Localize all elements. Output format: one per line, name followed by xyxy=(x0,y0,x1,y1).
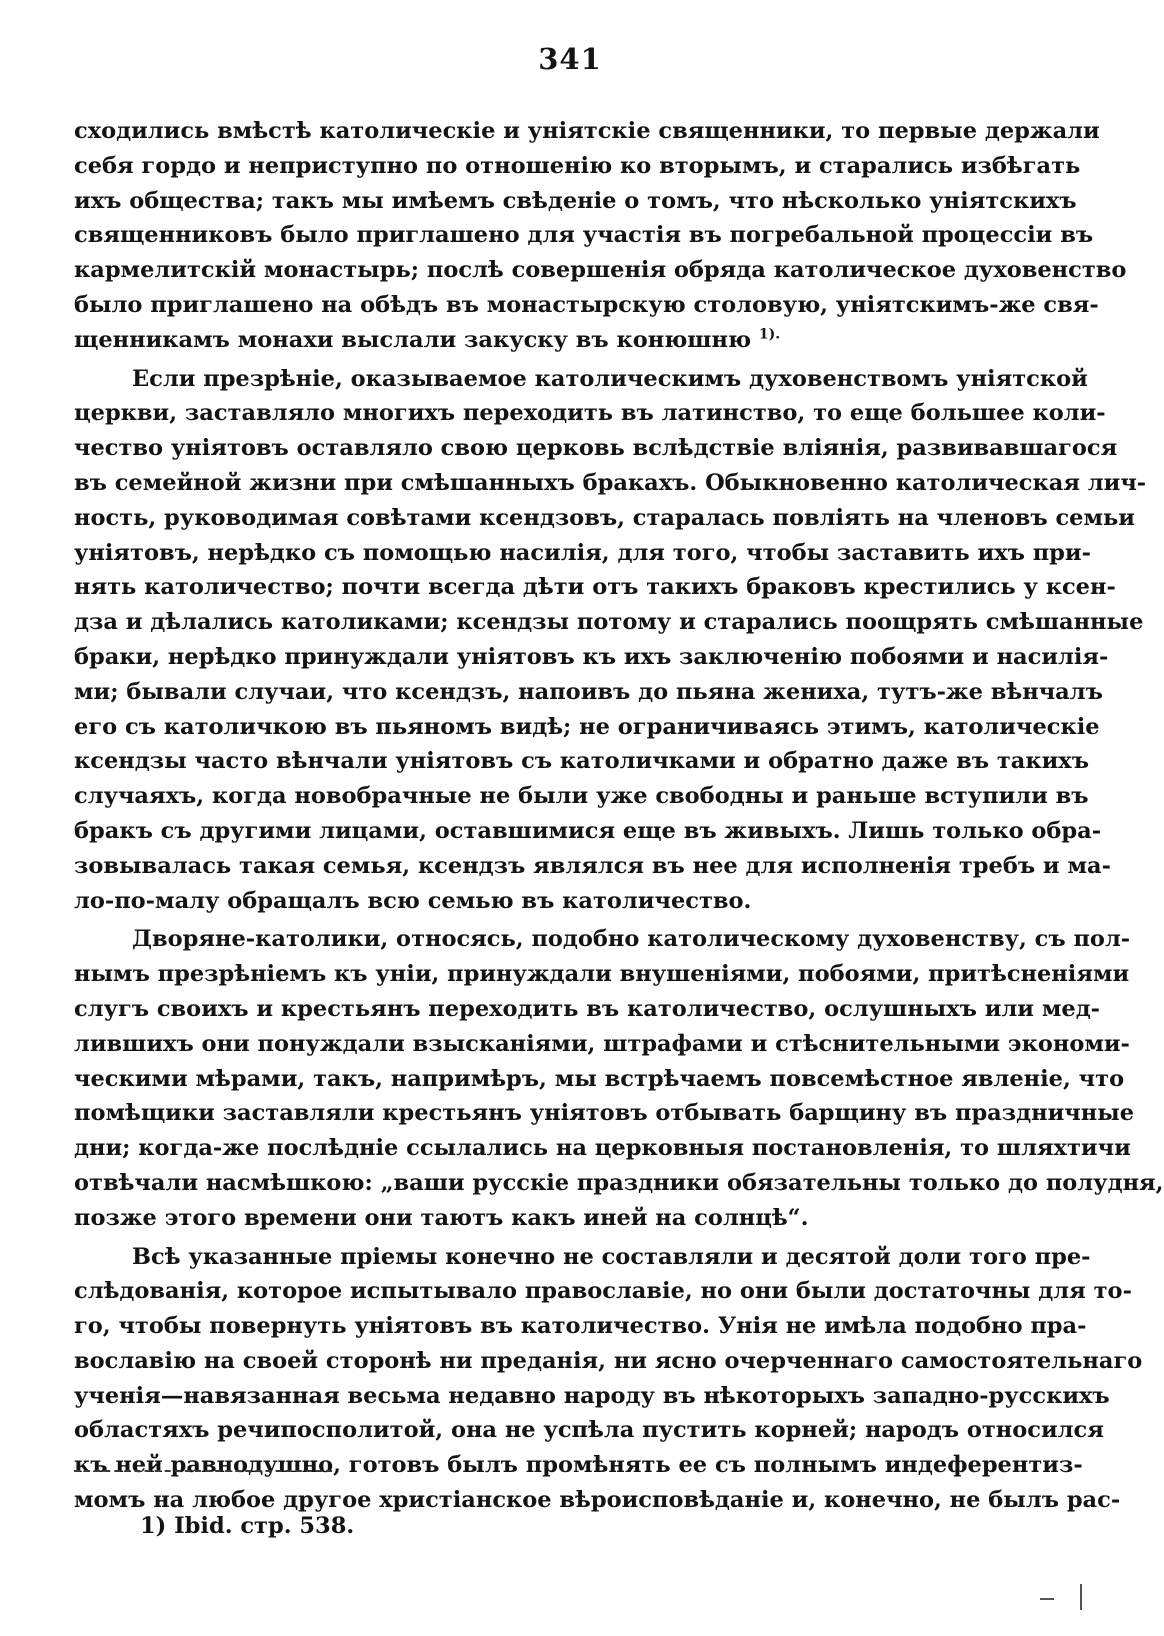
text-line xyxy=(74,1240,1091,1275)
text-line-content: момъ на любое другое христіанское вѣроисповѣданіе и, конечно, не былъ рас- xyxy=(74,1487,1121,1514)
text-line-content: себя гордо и неприступно по отношенію ко вторымъ, и старались избѣгать xyxy=(74,152,1081,179)
text-line-content: было приглашено на обѣдъ въ монастырскую столовую, уніятскимъ-же свя- xyxy=(74,291,1099,318)
scan-artifact xyxy=(1040,1598,1054,1600)
text-line xyxy=(74,431,1118,466)
page-number: 341 xyxy=(538,42,602,76)
text-line xyxy=(74,957,1130,992)
text-line xyxy=(74,501,1135,536)
text-line xyxy=(74,466,1147,501)
text-line-content: щенникамъ монахи выслали закуску въ конюшню xyxy=(74,326,752,353)
text-line-content: чество уніятовъ оставляло свою церковь вслѣдствіе вліянія, развивавшагося xyxy=(74,435,1118,462)
text-line-content: вославію на своей сторонѣ ни преданія, ни ясно очерченнаго самостоятельнаго xyxy=(74,1347,1143,1374)
text-line-content: слѣдованія, которое испытывало православіе, но они были достаточны для то- xyxy=(74,1278,1132,1305)
text-line xyxy=(74,1344,1143,1379)
text-line-content: зовывалась такая семья, ксендзъ являлся въ нее для исполненія требъ и ма- xyxy=(74,852,1111,879)
text-line-content: его съ католичкою въ пьяномъ видѣ; не ограничиваясь этимъ, католическіе xyxy=(74,713,1100,740)
text-line-content: браки, нерѣдко принуждали уніятовъ къ ихъ заключенію побоями и насилія- xyxy=(74,643,1109,670)
text-line-content: въ семейной жизни при смѣшанныхъ бракахъ. Обыкновенно католическая лич- xyxy=(74,469,1147,496)
text-line xyxy=(74,849,1111,884)
text-line-content: къ ней равнодушно, готовъ былъ промѣнять ее съ полнымъ индеферентиз- xyxy=(74,1452,1083,1479)
footnote-separator xyxy=(74,1470,332,1472)
text-line xyxy=(74,675,1103,710)
text-line-content: ческими мѣрами, такъ, напримѣръ, мы встрѣчаемъ повсемѣстное явленіе, что xyxy=(74,1065,1125,1092)
text-line-content: позже этого времени они таютъ какъ иней на солнцѣ“. xyxy=(74,1204,809,1231)
text-line xyxy=(74,288,1099,323)
text-line xyxy=(74,1413,1104,1448)
text-line-content: Дворяне-католики, относясь, подобно католическому духовенству, съ пол- xyxy=(132,926,1131,953)
text-line xyxy=(74,605,1144,640)
text-line xyxy=(74,570,1116,605)
text-line xyxy=(74,744,1089,779)
text-line-content: лившихъ они понуждали взысканіями, штрафами и стѣснительными экономи- xyxy=(74,1030,1130,1057)
text-line xyxy=(74,922,1131,957)
text-line-content: Если презрѣніе, оказываемое католическимъ духовенствомъ уніятской xyxy=(132,365,1088,392)
body-text xyxy=(74,114,1164,1518)
text-line xyxy=(74,149,1081,184)
text-line-content: нять католичество; почти всегда дѣти отъ такихъ браковъ крестились у ксен- xyxy=(74,574,1116,601)
text-line-content: го, чтобы повернуть уніятовъ въ католичество. Унія не имѣла подобно пра- xyxy=(74,1313,1087,1340)
footnote-marker: 1) xyxy=(140,1513,167,1539)
text-line-content: дза и дѣлались католиками; ксендзы потому и старались поощрять смѣшанные xyxy=(74,609,1144,636)
text-line xyxy=(74,1379,1110,1414)
text-line xyxy=(74,1166,1164,1201)
text-line-content: ми; бывали случаи, что ксендзъ, напоивъ до пьяна жениха, тутъ-же вѣнчалъ xyxy=(74,678,1103,705)
text-line-content: областяхъ речипосполитой, она не успѣла пустить корней; народъ относился xyxy=(74,1417,1104,1444)
text-line xyxy=(74,396,1106,431)
text-line xyxy=(74,1309,1087,1344)
text-line-content: случаяхъ, когда новобрачные не были уже свободны и раньше вступили въ xyxy=(74,783,1089,810)
text-line-content: слугъ своихъ и крестьянъ переходить въ католичество, ослушныхъ или мед- xyxy=(74,995,1101,1022)
text-line xyxy=(74,1131,1131,1166)
text-line-content: ихъ общества; такъ мы имѣемъ свѣденіе о томъ, что нѣсколько уніятскихъ xyxy=(74,187,1077,214)
text-line xyxy=(74,1201,989,1236)
text-line-content: Всѣ указанные пріемы конечно не составляли и десятой доли того пре- xyxy=(132,1243,1091,1270)
text-line xyxy=(74,1274,1132,1309)
footnote xyxy=(140,1513,354,1539)
text-line-content: священниковъ было приглашено для участія въ погребальной процессіи въ xyxy=(74,222,1094,249)
scan-artifact xyxy=(1080,1584,1082,1610)
text-line xyxy=(74,884,989,919)
text-line xyxy=(74,814,1102,849)
text-line-content: отвѣчали насмѣшкою: „ваши русскіе праздники обязательны только до полудня, xyxy=(74,1169,1164,1196)
text-line-content: бракъ съ другими лицами, оставшимися еще въ живыхъ. Лишь только обра- xyxy=(74,817,1102,844)
footnote-text: Ibid. стр. 538. xyxy=(174,1513,355,1539)
text-line xyxy=(74,362,1088,397)
text-line-content: ученія—навязанная весьма недавно народу въ нѣкоторыхъ западно-русскихъ xyxy=(74,1382,1110,1409)
text-line-content: дни; когда-же послѣдніе ссылались на церковныя постановленія, то шляхтичи xyxy=(74,1135,1131,1162)
text-line-content: церкви, заставляло многихъ переходить въ латинство, то еще большее коли- xyxy=(74,400,1106,427)
text-line xyxy=(74,253,1127,288)
text-line xyxy=(74,640,1109,675)
text-line-content: кармелитскій монастырь; послѣ совершенія обряда католическое духовенство xyxy=(74,257,1127,284)
text-line-content: помѣщики заставляли крестьянъ уніятовъ отбывать барщину въ праздничные xyxy=(74,1100,1135,1127)
text-line xyxy=(74,114,1100,149)
text-line xyxy=(74,1062,1125,1097)
text-line-content: уніятовъ, нерѣдко съ помощью насилія, для того, чтобы заставить ихъ при- xyxy=(74,539,1091,566)
text-line xyxy=(74,710,1100,745)
text-line xyxy=(74,1027,1130,1062)
text-line xyxy=(74,1448,1083,1483)
text-line xyxy=(74,184,1077,219)
text-line-content: ксендзы часто вѣнчали уніятовъ съ католичками и обратно даже въ такихъ xyxy=(74,748,1089,775)
text-line-content: ность, руководимая совѣтами ксендзовъ, старалась повліять на членовъ семьи xyxy=(74,504,1135,531)
text-line-content: нымъ презрѣніемъ къ уніи, принуждали внушеніями, побоями, притѣсненіями xyxy=(74,961,1130,988)
text-line xyxy=(74,218,1094,253)
footnote-reference: 1). xyxy=(758,326,781,343)
text-line-content: сходились вмѣстѣ католическіе и уніятскіе священники, то первые держали xyxy=(74,118,1100,144)
text-line xyxy=(74,1096,1135,1131)
text-line xyxy=(74,992,1101,1027)
text-line xyxy=(74,779,1089,814)
text-line-content: ло-по-малу обращалъ всю семью въ католичество. xyxy=(74,887,752,914)
text-line xyxy=(74,323,989,358)
text-line xyxy=(74,536,1091,571)
